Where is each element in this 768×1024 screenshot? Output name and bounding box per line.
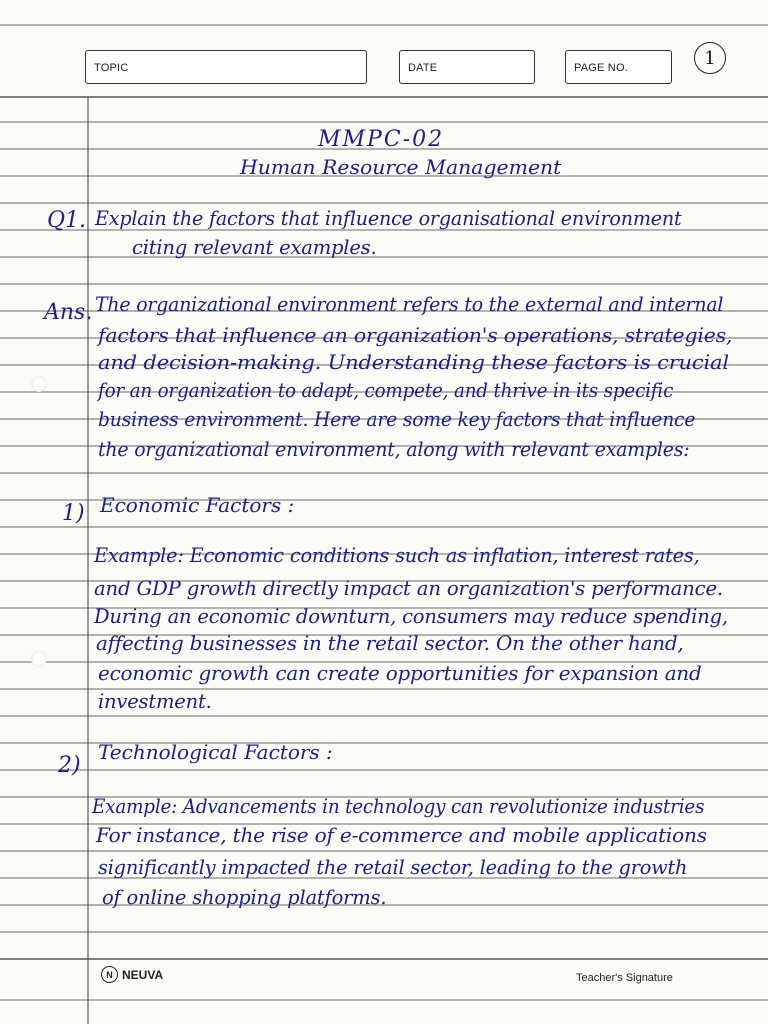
answer-line: for an organization to adapt, compete, and thrive in its specific: [98, 379, 674, 402]
brand-logo: [101, 966, 163, 983]
question-label: Q1.: [47, 208, 87, 233]
section-number: 1): [62, 501, 85, 526]
date-label: DATE: [408, 62, 438, 74]
brand-name: NEUVA: [122, 967, 164, 982]
answer-line: factors that influence an organization's operations, strategies,: [98, 324, 733, 347]
brand-logo-icon: N: [101, 966, 118, 983]
teacher-signature-label: Teacher's Signature: [576, 972, 673, 984]
date-box: [399, 50, 535, 84]
topic-box: [85, 50, 367, 84]
section-line: During an economic downturn, consumers may reduce spending,: [94, 605, 728, 628]
question-line: citing relevant examples.: [132, 236, 377, 259]
topic-label: TOPIC: [94, 62, 129, 74]
punch-hole: [31, 651, 47, 667]
answer-line: and decision-making. Understanding these factors is crucial: [98, 351, 729, 374]
course-code: MMPC-02: [318, 127, 445, 152]
section-line: and GDP growth directly impact an organization's performance.: [94, 577, 723, 600]
answer-line: The organizational environment refers to the external and internal: [95, 293, 724, 316]
section-heading: Technological Factors :: [98, 740, 333, 764]
section-heading: Economic Factors :: [100, 493, 295, 517]
answer-line: business environment. Here are some key factors that influence: [98, 408, 696, 431]
section-line: Example: Economic conditions such as inflation, interest rates,: [94, 544, 700, 567]
page-number: 1: [694, 42, 726, 74]
section-line: Example: Advancements in technology can revolutionize industries: [92, 795, 705, 818]
page-no-box: [565, 50, 672, 84]
subject-title: Human Resource Management: [240, 155, 562, 179]
section-line: economic growth can create opportunities for expansion and: [98, 662, 702, 685]
answer-line: the organizational environment, along with relevant examples:: [98, 438, 690, 461]
answer-label: Ans.: [44, 300, 93, 325]
section-line: affecting businesses in the retail sector. On the other hand,: [96, 632, 684, 655]
section-number: 2): [58, 753, 81, 778]
section-line: of online shopping platforms.: [102, 886, 387, 909]
punch-hole: [31, 376, 47, 392]
section-line: significantly impacted the retail sector, leading to the growth: [98, 856, 688, 879]
section-line: For instance, the rise of e-commerce and mobile applications: [96, 824, 707, 847]
section-line: investment.: [98, 690, 212, 713]
question-line: Explain the factors that influence organisational environment: [95, 207, 682, 230]
page-no-label: PAGE NO.: [574, 62, 628, 74]
